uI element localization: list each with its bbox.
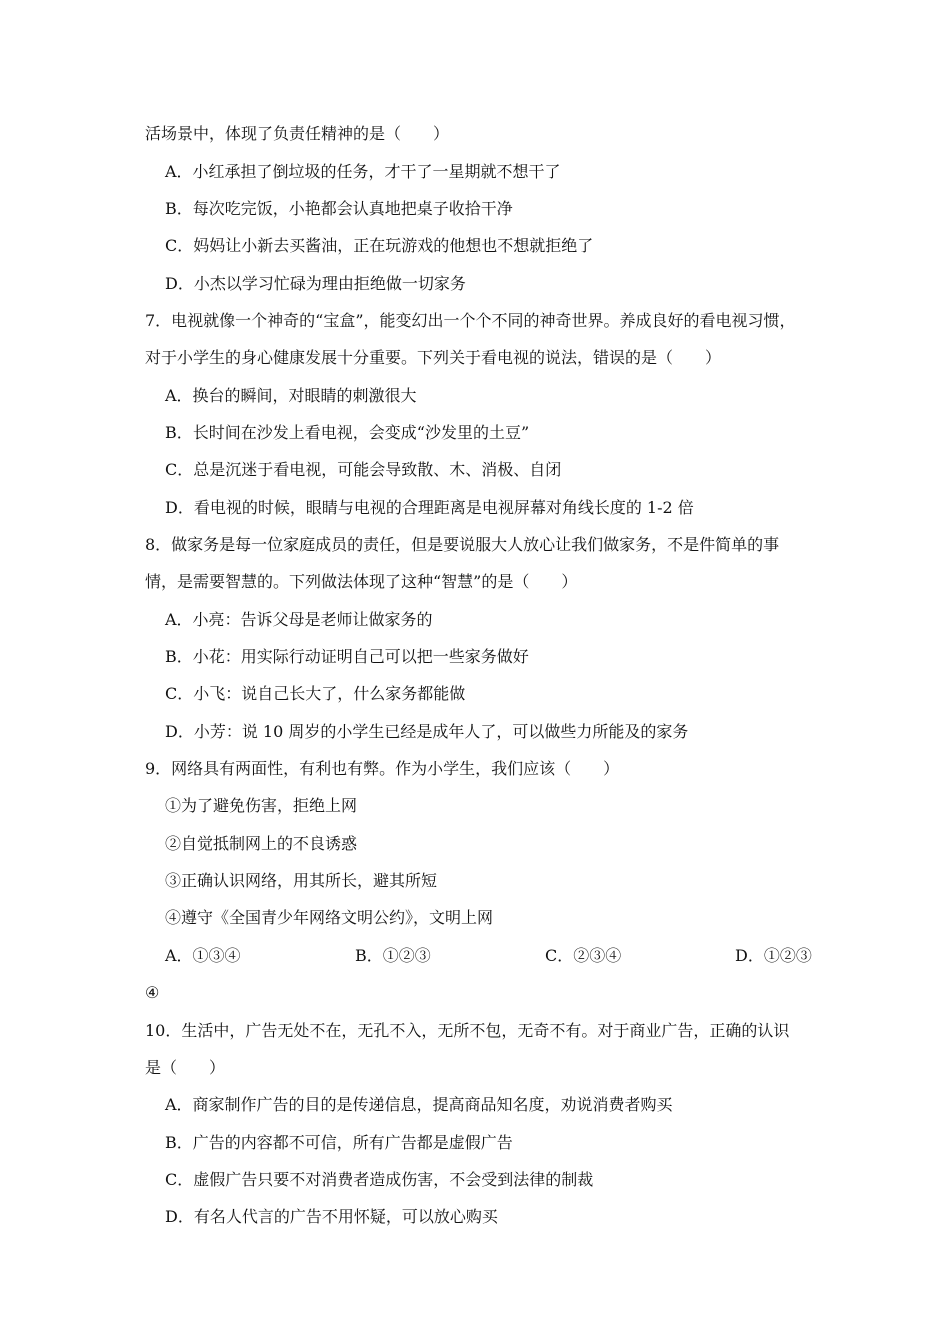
q9-item-2: ②自觉抵制网上的不良诱惑 [165, 834, 358, 853]
q9-choice-c: C．②③④ [545, 946, 622, 965]
q9-item-1: ①为了避免伤害，拒绝上网 [165, 796, 358, 815]
q9-choice-d: D．①②③ [735, 946, 812, 965]
q10-stem-line2: 是（ ） [145, 1058, 226, 1077]
q9-stem: 9．网络具有两面性，有利也有弊。作为小学生，我们应该（ ） [145, 759, 620, 778]
q9-choice-d-wrap: ④ [145, 983, 160, 1002]
q9-item-3: ③正确认识网络，用其所长，避其所短 [165, 871, 438, 890]
q10-option-d: D．有名人代言的广告不用怀疑，可以放心购买 [165, 1207, 498, 1226]
q7-option-a: A．换台的瞬间，对眼睛的刺激很大 [165, 386, 417, 405]
q8-stem-line1: 8．做家务是每一位家庭成员的责任，但是要说服大人放心让我们做家务，不是件简单的事 [145, 535, 780, 554]
q6-option-c: C．妈妈让小新去买酱油，正在玩游戏的他想也不想就拒绝了 [165, 236, 594, 255]
q8-option-d: D．小芳：说 10 周岁的小学生已经是成年人了，可以做些力所能及的家务 [165, 722, 689, 741]
q7-option-d: D．看电视的时候，眼睛与电视的合理距离是电视屏幕对角线长度的 1-2 倍 [165, 498, 694, 517]
q7-option-c: C．总是沉迷于看电视，可能会导致散、木、消极、自闭 [165, 460, 562, 479]
q7-stem-line2: 对于小学生的身心健康发展十分重要。下列关于看电视的说法，错误的是（ ） [145, 348, 722, 367]
q6-option-d: D．小杰以学习忙碌为理由拒绝做一切家务 [165, 274, 466, 293]
q9-choice-b: B．①②③ [355, 946, 431, 965]
q8-stem-line2: 情，是需要智慧的。下列做法体现了这种“智慧”的是（ ） [145, 572, 578, 591]
q7-option-b: B．长时间在沙发上看电视，会变成“沙发里的土豆” [165, 423, 530, 442]
q10-stem-line1: 10．生活中，广告无处不在，无孔不入，无所不包，无奇不有。对于商业广告，正确的认识 [145, 1021, 790, 1040]
q8-option-c: C．小飞：说自己长大了，什么家务都能做 [165, 684, 466, 703]
q6-option-a: A．小红承担了倒垃圾的任务，才干了一星期就不想干了 [165, 162, 561, 181]
q8-option-b: B．小花：用实际行动证明自己可以把一些家务做好 [165, 647, 529, 666]
q9-choice-a: A．①③④ [165, 946, 241, 965]
q10-option-b: B．广告的内容都不可信，所有广告都是虚假广告 [165, 1133, 513, 1152]
q8-option-a: A．小亮：告诉父母是老师让做家务的 [165, 610, 433, 629]
q6-stem-end: 活场景中，体现了负责任精神的是（ ） [145, 124, 450, 143]
q10-option-a: A．商家制作广告的目的是传递信息，提高商品知名度，劝说消费者购买 [165, 1095, 673, 1114]
q6-option-b: B．每次吃完饭，小艳都会认真地把桌子收拾干净 [165, 199, 513, 218]
q7-stem-line1: 7．电视就像一个神奇的“宝盒”，能变幻出一个个不同的神奇世界。养成良好的看电视习惯， [145, 311, 796, 330]
q10-option-c: C．虚假广告只要不对消费者造成伤害，不会受到法律的制裁 [165, 1170, 594, 1189]
q9-item-4: ④遵守《全国青少年网络文明公约》，文明上网 [165, 908, 494, 927]
